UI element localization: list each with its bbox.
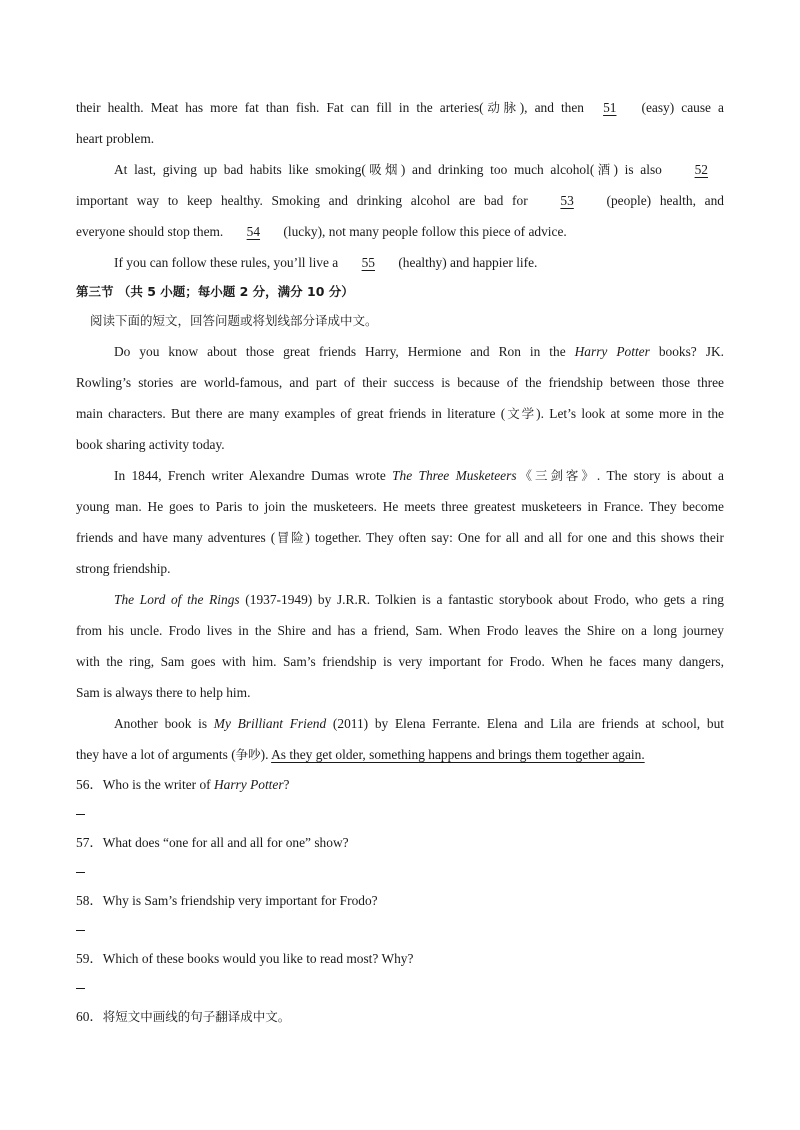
question-text: Why is Sam’s friendship very important for Frodo? xyxy=(102,893,378,908)
question-56 xyxy=(76,770,724,799)
text: (1937-1949) by J.R.R. Tolkien is a fantastic storybook about Frodo, who gets a ring xyxy=(245,592,724,607)
passage-line xyxy=(76,216,724,247)
passage-line: heart problem. xyxy=(76,131,155,146)
passage-line xyxy=(76,708,724,739)
text: In 1844, French writer Alexandre Dumas wrote xyxy=(114,468,386,483)
text: (lucky), not many people follow this piece of advice. xyxy=(283,224,567,239)
passage-line: Sam is always there to help him. xyxy=(76,685,251,700)
passage-line xyxy=(76,154,724,185)
question-text: ? xyxy=(283,777,290,792)
passage-line: Rowling’s stories are world-famous, and part of their success is because of the friendship between those three xyxy=(76,375,724,390)
text: they have a lot of arguments ( xyxy=(76,747,236,762)
passage-line xyxy=(76,185,724,216)
text: . The story is about a xyxy=(596,468,724,483)
answer-mark xyxy=(76,930,85,931)
question-text: 将短文中画线的句子翻译成中文。 xyxy=(102,1009,291,1024)
text: ) together. They often say: One for all and all for one and this shows their xyxy=(305,530,724,545)
blank-53[interactable]: 53 xyxy=(560,193,574,208)
blank-54[interactable]: 54 xyxy=(246,224,261,239)
blank-52[interactable]: 52 xyxy=(694,162,708,177)
passage-line xyxy=(76,739,724,770)
book-title: Harry Potter xyxy=(213,777,284,792)
document-page xyxy=(76,92,724,1031)
question-number: 59． xyxy=(76,951,103,966)
question-number: 57． xyxy=(76,835,103,850)
answer-line-56[interactable] xyxy=(76,799,724,828)
question-number: 60． xyxy=(76,1009,103,1024)
passage-line: from his uncle. Frodo lives in the Shire and has a friend, Sam. When Frodo leaves the Shire on a long journey xyxy=(76,623,724,638)
answer-line-57[interactable] xyxy=(76,857,724,886)
chinese-gloss: 动脉 xyxy=(483,100,520,115)
question-58 xyxy=(76,886,724,915)
chinese-gloss: 文学 xyxy=(505,406,537,421)
question-text: Who is the writer of xyxy=(102,777,211,792)
text: books? JK. xyxy=(658,344,724,359)
blank-51[interactable]: 51 xyxy=(603,100,617,115)
chinese-gloss: 冒险 xyxy=(275,530,306,545)
chinese-gloss: 争吵 xyxy=(235,747,261,762)
answer-line-58[interactable] xyxy=(76,915,724,944)
answer-line-59[interactable] xyxy=(76,973,724,1002)
chinese-gloss: 酒 xyxy=(594,162,614,177)
chinese-gloss: 吸烟 xyxy=(365,162,401,177)
text: important way to keep healthy. Smoking and drinking alcohol are bad for xyxy=(76,193,528,208)
passage-line: with the ring, Sam goes with him. Sam’s friendship is very important for Frodo. When he faces many dangers, xyxy=(76,654,724,669)
text: (people) health, and xyxy=(606,193,724,208)
answer-mark xyxy=(76,988,85,989)
text: friends and have many adventures ( xyxy=(76,530,276,545)
text: Do you know about those great friends Harry, Hermione and Ron in the xyxy=(114,344,566,359)
question-text: What does “one for all and all for one” show? xyxy=(102,835,349,850)
text: At last, giving up bad habits like smoking( xyxy=(114,162,366,177)
book-title: The Lord of the Rings xyxy=(114,592,240,607)
instruction: 阅读下面的短文，回答问题或将划线部分译成中文。 xyxy=(90,313,378,328)
section-heading: 第三节 （共 5 小题；每小题 2 分，满分 10 分） xyxy=(76,284,354,299)
passage-line xyxy=(76,460,724,491)
text: ). Let’s look at some more in the xyxy=(536,406,724,421)
passage-line xyxy=(76,584,724,615)
underlined-sentence: As they get older, something happens and brings them together again. xyxy=(271,747,645,762)
passage-line xyxy=(76,92,724,123)
question-60 xyxy=(76,1002,724,1031)
passage-line xyxy=(76,522,724,553)
text: ). xyxy=(260,747,269,762)
passage-line: strong friendship. xyxy=(76,561,171,576)
text: everyone should stop them. xyxy=(76,224,224,239)
question-text: Which of these books would you like to read most? Why? xyxy=(102,951,414,966)
text: their health. Meat has more fat than fish. Fat can fill in the arteries( xyxy=(76,100,484,115)
book-title: My Brilliant Friend xyxy=(213,716,327,731)
text: Another book is xyxy=(114,716,208,731)
chinese-gloss: 《三剑客》 xyxy=(516,468,597,483)
question-number: 56． xyxy=(76,777,103,792)
answer-mark xyxy=(76,814,85,815)
blank-55[interactable]: 55 xyxy=(361,255,375,270)
text: ) and drinking too much alcohol( xyxy=(400,162,595,177)
text: (healthy) and happier life. xyxy=(398,255,538,270)
passage-line xyxy=(76,247,724,278)
passage-line: book sharing activity today. xyxy=(76,437,225,452)
question-number: 58． xyxy=(76,893,103,908)
passage-line xyxy=(76,336,724,367)
passage-line: young man. He goes to Paris to join the musketeers. He meets three greatest musketeers in France. They become xyxy=(76,499,724,514)
text: If you can follow these rules, you’ll live a xyxy=(114,255,339,270)
answer-mark xyxy=(76,872,85,873)
text: (2011) by Elena Ferrante. Elena and Lila are friends at school, but xyxy=(332,716,724,731)
book-title: Harry Potter xyxy=(574,344,650,359)
text: ) is also xyxy=(613,162,662,177)
text: (easy) cause a xyxy=(641,100,724,115)
question-59 xyxy=(76,944,724,973)
passage-line xyxy=(76,398,724,429)
text: main characters. But there are many examples of great friends in literature ( xyxy=(76,406,506,421)
question-57 xyxy=(76,828,724,857)
book-title: The Three Musketeers xyxy=(392,468,517,483)
text: ), and then xyxy=(519,100,585,115)
